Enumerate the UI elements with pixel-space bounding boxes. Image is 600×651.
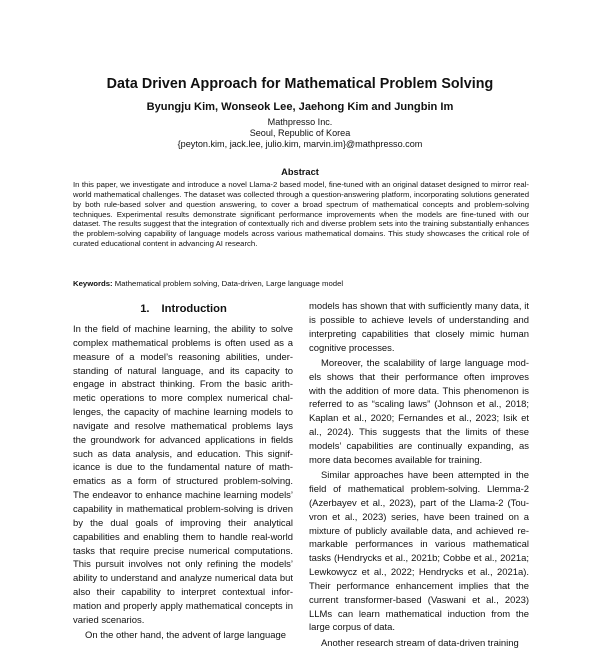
intro-paragraph: models has shown that with sufficiently many data, it is possible to achieve levels of understanding and interpreting capabilities that closely mimic human cognitive processes. [309,301,529,354]
right-column [309,300,529,651]
affiliation-block [0,117,600,151]
intro-paragraph: Moreover, the scalability of large language models shows that their performance often improves with the addition of more data. This phenomenon is referred to as “scaling laws” (Johnson et al., 2018; Kaplan et al., 2020; Fernandes et al., 2023; Isik et al., 2024). This suggests that the limits of these models’ capabilities are continually expanding, as more data becomes available for training. [309,357,529,466]
intro-paragraph: On the other hand, the advent of large language [85,630,286,642]
abstract-heading: Abstract [281,167,319,177]
keywords-label: Keywords: [73,279,113,288]
intro-paragraph: Similar approaches have been attempted in the field of mathematical problem-solving. Llemma-2 (Azerbayev et al., 2023), part of the Llama-2 (Touvron et al., 2023) series, have been trained on a mixture of publicly available data, and achieved remarkable performances in various mathematical tasks (Hendrycks et al., 2021b; Cobbe et al., 2021a; Lewkowycz et al., 2022; Hendrycks et al., 2021a). Their performance enhancement implies that the current transformer-based (Vaswani et al., 2023) LLMs can learn mathematical induction from the large corpus of data. [309,470,529,634]
keywords-text: Mathematical problem solving, Data-driven, Large language model [114,279,344,288]
intro-paragraph: Another research stream of data-driven training [321,637,519,649]
left-column [73,323,293,643]
intro-paragraph: In the field of machine learning, the ability to solve complex mathematical problems is often used as a measure of a model’s reasoning abilities, understanding of natural language, and its capacity to engage in abstract thinking. From the basic arithmetic operations to more complex numerical challenges, the capacity of machine learning models to navigate and resolve mathematical problems lays the groundwork for advanced applications in fields such as data analysis, and education. This significance is due to the fundamental nature of mathematics as a form of structured problem-solving. The endeavor to enhance machine learning models’ capability in mathematical problem-solving is driven by the dual goals of improving their analytical capabilities and enabling them to handle real-world tasks that require precise numerical computations. This pursuit involves not only refining the models’ ability to understand and analyze numerical data but also their capability to interpret contextual information and properly apply mathematical concepts in varied scenarios. [73,324,293,626]
affiliation-emails: {peyton.kim, jack.lee, julio.kim, marvin.im}@mathpresso.com [177,139,423,150]
affiliation-location: Seoul, Republic of Korea [249,128,351,139]
section-title: Introduction [161,303,227,315]
abstract-text: In this paper, we investigate and introduce a novel Llama-2 based model, fine-tuned with an original dataset designed to mirror real-world mathematical challenges. The dataset was collected through a question-answering platform, incorporating solutions generated by both rule-based solver and question answering, to cover a broad spectrum of mathematical concepts and problem-solving techniques. Experimental results demonstrate significant performance improvements when the models are fine-tuned with our dataset. The results suggest that the integration of contextually rich and diverse problem sets into the training substantially enhances the problem-solving capability of language models across various mathematical domains. This study showcases the critical role of curated educational content in advancing AI research. [73,180,529,249]
section-number: 1. [140,303,150,315]
keywords-line [73,279,529,289]
affiliation-organization: Mathpresso Inc. [267,117,333,127]
section-heading [73,303,294,315]
paper-title: Data Driven Approach for Mathematical Problem Solving [106,76,494,92]
author-list: Byungju Kim, Wonseok Lee, Jaehong Kim and Jungbin Im [146,101,454,113]
